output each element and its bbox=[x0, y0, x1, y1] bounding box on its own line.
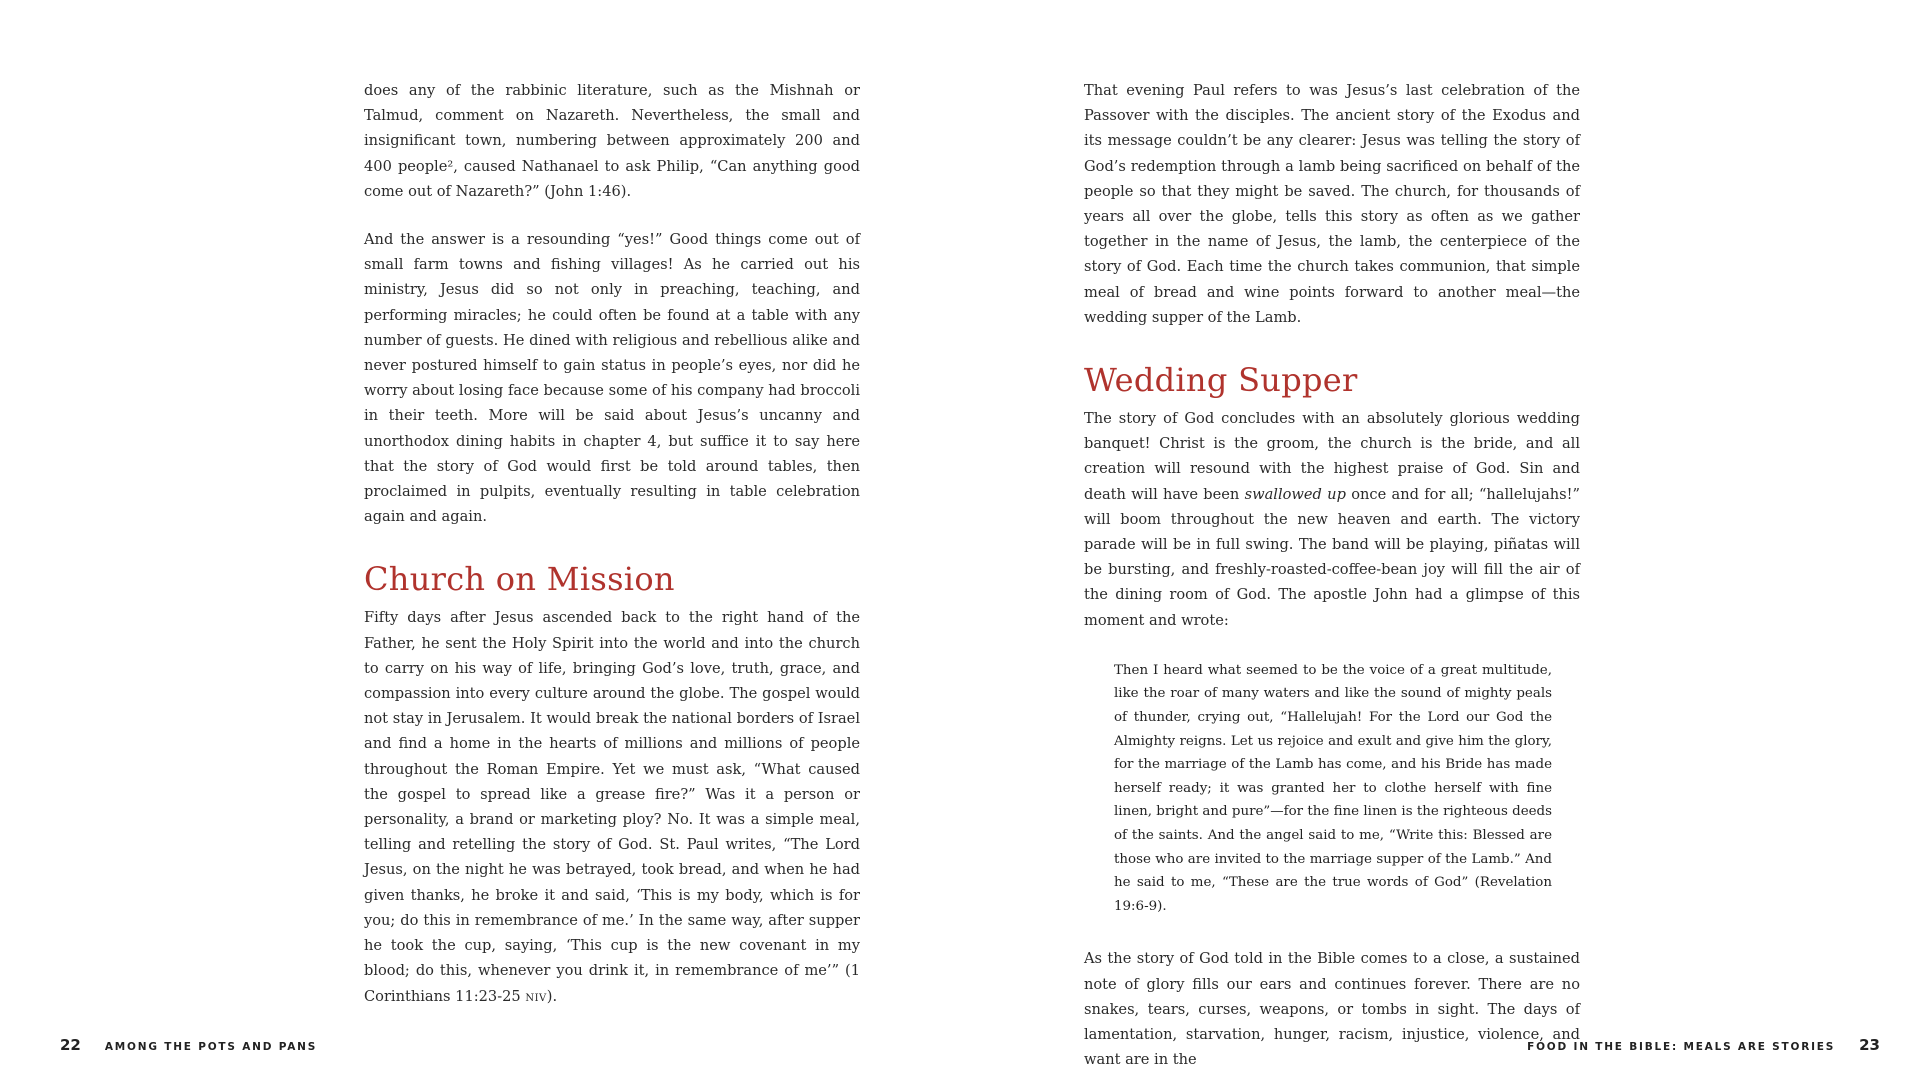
right-paragraph-2-part-b: once and for all; “hallelujahs!” will boom throughout the new heaven and earth. The victory parade will be in full swing. The band will be playing, piñatas will be bursting, and freshly-roasted-coffee-bean joy will fill the air of the dining room of God. The apostle John had a glimpse of this moment and wrote: bbox=[1084, 485, 1580, 629]
right-paragraph-1: That evening Paul refers to was Jesus’s last celebration of the Passover with the disciples. The ancient story of the Exodus and its message couldn’t be any clearer: Jesus was telling the story of God’s redemption through a lamb being sacrificed on behalf of the people so that they might be saved. The church, for thousands of years all over the globe, tells this story as often as we gather together in the name of Jesus, the lamb, the centerpiece of the story of God. Each time the church takes communion, that simple meal of bread and wine points forward to another meal—the wedding supper of the Lamb. bbox=[1084, 82, 1580, 326]
bible-version-abbrev: NIV bbox=[525, 992, 547, 1004]
right-paragraph-2-part-a: The story of God concludes with an absolutely glorious wedding banquet! Christ is the groom, the church is the bride, and all creation will resound with the highest praise of God. Sin and death will have been bbox=[1084, 410, 1580, 503]
right-running-head: FOOD IN THE BIBLE: MEALS ARE STORIES bbox=[1527, 1041, 1836, 1053]
left-running-head: AMONG THE POTS AND PANS bbox=[104, 1041, 318, 1053]
left-page-footer bbox=[60, 1036, 317, 1054]
scripture-blockquote: Then I heard what seemed to be the voice of a great multitude, like the roar of many waters and like the sound of mighty peals of thunder, crying out, “Hallelujah! For the Lord our God the Almighty reigns. Let us rejoice and exult and give him the glory, for the marriage of the Lamb has come, and his Bride has made herself ready; it was granted her to clothe herself with fine linen, bright and pure”—for the fine linen is the righteous deeds of the saints. And the angel said to me, “Write this: Blessed are those who are invited to the marriage supper of the Lamb.” And he said to me, “These are the true words of God” (Revelation 19:6-9). bbox=[1114, 662, 1552, 914]
left-paragraph-3 bbox=[364, 605, 860, 1010]
right-paragraph-2-italic: swallowed up bbox=[1244, 485, 1346, 503]
right-paragraph-3: As the story of God told in the Bible comes to a close, a sustained note of glory fills our ears and continues forever. There are no snakes, tears, curses, weapons, or tombs in sight. The days of lamentation, starvation, hunger, racism, injustice, violence, and want are in the bbox=[1084, 950, 1580, 1069]
section-heading-church-on-mission: Church on Mission bbox=[364, 560, 675, 599]
left-paragraph-2: And the answer is a resounding “yes!” Good things come out of small farm towns and fishing villages! As he carried out his ministry, Jesus did so not only in preaching, teaching, and performing miracles; he could often be found at a table with any number of guests. He dined with religious and rebellious alike and never postured himself to gain status in people’s eyes, nor did he worry about losing face because some of his company had broccoli in their teeth. More will be said about Jesus’s uncanny and unorthodox dining habits in chapter 4, but suffice it to say here that the story of God would first be told around tables, then proclaimed in pulpits, eventually resulting in table celebration again and again. bbox=[364, 231, 860, 526]
right-paragraph-2 bbox=[1084, 406, 1580, 633]
left-page-body bbox=[364, 78, 860, 1011]
section-heading-wedding-supper: Wedding Supper bbox=[1084, 361, 1358, 400]
right-page-number: 23 bbox=[1859, 1036, 1880, 1054]
left-paragraph-3-text: Fifty days after Jesus ascended back to the right hand of the Father, he sent the Holy Spirit into the world and into the church to carry on his way of life, bringing God’s love, truth, grace, and compassion into every culture around the globe. The gospel would not stay in Jerusalem. It would break the national borders of Israel and find a home in the hearts of millions and millions of people throughout the Roman Empire. Yet we must ask, “What caused the gospel to spread like a grease fire?” Was it a person or personality, a brand or marketing ploy? No. It was a simple meal, telling and retelling the story of God. St. Paul writes, “The Lord Jesus, on the night he was betrayed, took bread, and when he had given thanks, he broke it and said, ‘This is my body, which is for you; do this in remembrance of me.’ In the same way, after supper he took the cup, saying, ‘This cup is the new covenant in my blood; do this, whenever you drink it, in remembrance of me’” (1 Corinthians 11:23-25 bbox=[364, 609, 860, 1005]
left-paragraph-1: does any of the rabbinic literature, such as the Mishnah or Talmud, comment on Nazareth. Nevertheless, the small and insignificant town, numbering between approximately 200 and 400 people², caused Nathanael to ask Philip, “Can anything good come out of Nazareth?” (John 1:46). bbox=[364, 82, 860, 200]
left-page-number: 22 bbox=[60, 1036, 81, 1054]
right-page-body bbox=[1084, 78, 1580, 1072]
left-paragraph-3-end: ). bbox=[546, 987, 558, 1005]
right-page-footer bbox=[1527, 1036, 1880, 1054]
